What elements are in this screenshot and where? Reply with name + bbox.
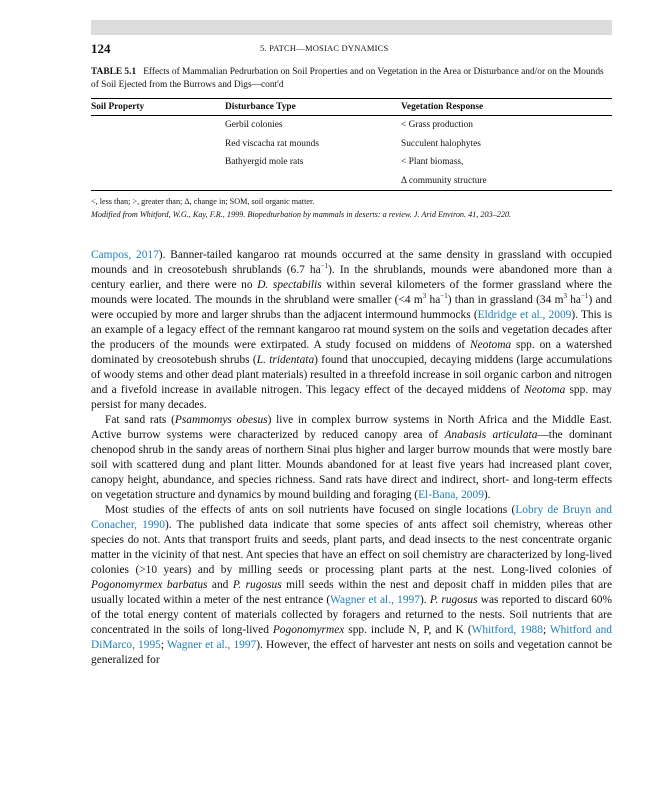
- table-label: TABLE 5.1: [91, 67, 137, 77]
- text-run: ;: [542, 624, 550, 636]
- text-run: was reported to discard 60% of the total energy content of materials collected by foragers and returned to the nests. Soil nutrients that are concentrated in the soils of long-lived: [91, 594, 612, 636]
- table-cell: [91, 116, 225, 135]
- species-name: Pogonomyrmex barbatus: [91, 579, 208, 591]
- text-run: ;: [160, 639, 167, 651]
- species-name: Pogonomyrmex: [272, 624, 345, 636]
- text-run: mill seeds within the nest and deposit chaff in midden piles that are usually located within a meter of the nest entrance (: [91, 579, 613, 606]
- text-run: ).: [419, 594, 430, 606]
- text-run: ). Banner-tailed kangaroo rat mounds occurred at the same density in grassland with occupied mounds and in creosotebush shrublands (6.7 ha: [91, 249, 612, 276]
- header-bar: [91, 20, 612, 35]
- text-run: and: [207, 579, 233, 591]
- superscript: 3: [422, 292, 427, 301]
- superscript: −1: [320, 262, 329, 271]
- species-name: Neotoma: [524, 384, 566, 396]
- paragraph: [91, 413, 612, 503]
- text-run: ). However, the effect of harvester ant nests on soils and vegetation cannot be generalized for: [91, 639, 613, 666]
- column-header: Soil Property: [91, 99, 225, 116]
- citation-link[interactable]: Campos, 2017: [91, 249, 159, 261]
- text-run: ) live in complex burrow systems in North Africa and the Middle East. Active burrow systems were characterized by reduced canopy area of: [91, 414, 612, 441]
- table-row: [91, 153, 612, 172]
- text-run: within several kilometers of the former grassland where the mounds were located. The mounds in the shrubland were smaller (<4 m: [91, 279, 612, 306]
- superscript: 3: [563, 292, 567, 301]
- table-caption: [91, 66, 612, 91]
- table-cell: Δ community structure: [401, 172, 612, 191]
- text-run: ha: [566, 294, 581, 306]
- data-table: [91, 98, 612, 191]
- text-run: ) than in grassland (34 m: [447, 294, 564, 306]
- table-row: [91, 135, 612, 154]
- text-run: ). This is an example of a legacy effect of the remnant kangaroo rat mound system on the soils and vegetation decades after the producers of the mounds were extirpated. A study focused on middens of: [91, 309, 613, 351]
- table-cell: Gerbil colonies: [225, 120, 283, 131]
- citation-link[interactable]: Wagner et al., 1997: [166, 639, 257, 651]
- column-header: Disturbance Type: [225, 99, 401, 116]
- table-cell: [91, 135, 225, 154]
- citation-link[interactable]: Whitford, 1988: [471, 624, 543, 636]
- text-run: ). The published data indicate that some species of ants affect soil chemistry, whereas other species do not. Ants that transport fruits and seeds, plant parts, and dead insects to the nest concentrate organic matter in the vicinity of that nest. Ant species that have an effect on soil chemistry are characterized by long-lived colonies (>10 years) and by milling seeds or processing plant parts at the nest. Long-lived colonies of: [91, 519, 612, 576]
- text-run: —the dominant chenopod shrub in the sandy areas of northern Sinai plus higher and larger burrow mounds that were mostly bare soil with scattered dung and plant litter. Mounds abandoned for at least five years had increased plant cover, canopy height, abundance, and species richness. Sand rats have direct and indirect, short- and long-term effects on vegetation structure and dynamics by mound building and foraging (: [91, 429, 612, 501]
- table-cell: Red viscacha rat mounds: [225, 138, 319, 149]
- citation-link[interactable]: Whitford and DiMarco, 1995: [91, 624, 613, 651]
- citation-link[interactable]: Eldridge et al., 2009: [477, 309, 572, 321]
- text-run: ) found that unoccupied, decaying middens (large accumulations of woody stems and other dead plant materials) resulted in a threefold increase in soil organic carbon and nitrogen and a fivefold increase in available nitrogen. This legacy effect of the decayed middens of: [91, 354, 613, 396]
- superscript: −1: [440, 292, 448, 301]
- column-header: Vegetation Response: [401, 99, 612, 116]
- table-cell: < Plant biomass,: [401, 157, 464, 168]
- table-cell: Succulent halophytes: [401, 138, 481, 149]
- page-number: 124: [91, 41, 111, 56]
- running-head: 5. PATCH—MOSIAC DYNAMICS: [260, 43, 389, 53]
- citation-link[interactable]: El-Bana, 2009: [418, 489, 484, 501]
- table-source: Modified from Whitford, W.G., Kay, F.R., 1999. Biopedturbation by mammals in deserts: a review. J. Arid Environ. 41, 203–220.: [91, 210, 512, 219]
- text-run: ).: [483, 489, 491, 501]
- species-name: L. tridentata: [256, 354, 315, 366]
- body-text: [91, 248, 612, 668]
- species-name: P. rugosus: [429, 594, 478, 606]
- species-name: Neotoma: [469, 339, 512, 351]
- text-run: spp. include N, P, and K (: [344, 624, 472, 636]
- citation-link[interactable]: Wagner et al., 1997: [330, 594, 420, 606]
- text-run: ha: [426, 294, 441, 306]
- text-run: ). In the shrublands, mounds were abandoned more than a century earlier, and there were no: [91, 264, 612, 291]
- table-caption-text: Effects of Mammalian Pedrurbation on Soil Properties and on Vegetation in the Area or Disturbance and/or on the Mounds of Soil Ejected from the Burrows and Digs—cont'd: [91, 67, 604, 90]
- table-cell: [91, 172, 225, 191]
- table-cell: < Grass production: [401, 120, 473, 131]
- table-cell: [225, 172, 401, 191]
- text-run: ) and were occupied by more and larger shrubs than the adjacent intermound hummocks (: [91, 294, 612, 321]
- citation-link[interactable]: Lobry de Bruyn and Conacher, 1990: [91, 504, 612, 531]
- table-cell: [91, 153, 225, 172]
- superscript: −1: [580, 292, 589, 301]
- table-footnote: <, less than; >, greater than; Δ, change in; SOM, soil organic matter.: [91, 197, 315, 206]
- species-name: Psammomys obesus: [174, 414, 268, 426]
- text-run: Most studies of the effects of ants on soil nutrients have focused on single locations (: [105, 504, 516, 516]
- species-name: P. rugosus: [232, 579, 282, 591]
- table-row: [91, 116, 612, 135]
- table-row: [91, 172, 612, 191]
- table-header-row: [91, 99, 612, 116]
- table-cell: Bathyergid mole rats: [225, 157, 304, 168]
- species-name: D. spectabilis: [257, 279, 322, 291]
- text-run: spp. may persist for many decades.: [91, 384, 612, 411]
- text-run: Fat sand rats (: [105, 414, 175, 426]
- text-run: spp. on a watershed dominated by creosotebush shrubs (: [91, 339, 612, 366]
- paragraph: [91, 248, 612, 413]
- paragraph: [91, 503, 612, 668]
- species-name: Anabasis articulata: [444, 429, 538, 441]
